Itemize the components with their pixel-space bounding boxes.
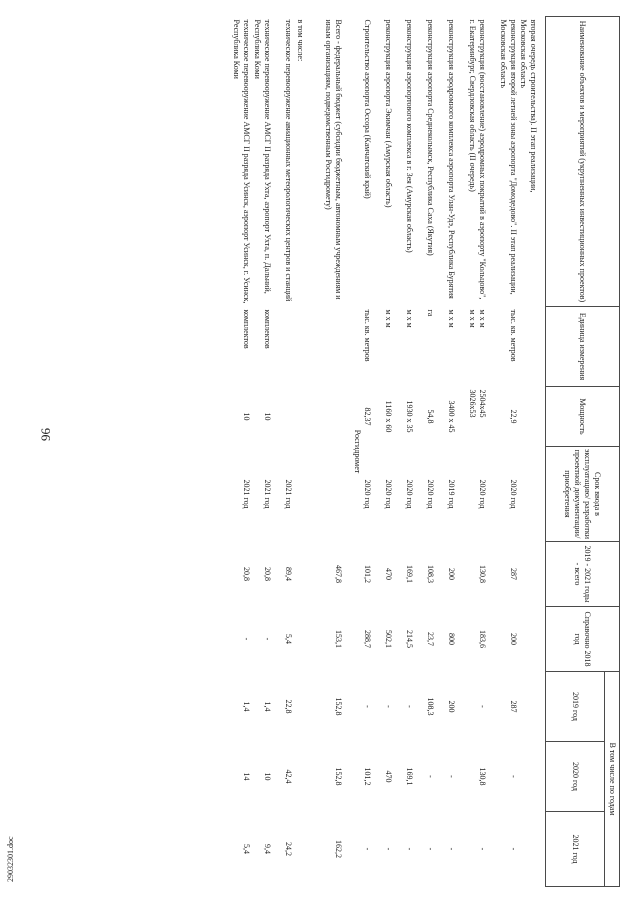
row-unit: м х м xyxy=(405,309,414,328)
row-2019: 108,3 xyxy=(426,697,435,716)
row-unit: м х м м х м xyxy=(468,309,487,328)
table-header xyxy=(546,17,620,887)
row-term: 2020 год xyxy=(509,479,518,509)
header-2020: 2020 год xyxy=(546,742,605,812)
row-2021: - xyxy=(363,847,372,851)
row-total: 130,8 xyxy=(478,565,487,583)
row-2019: 1,4 xyxy=(263,701,272,712)
row-total: 20,8 xyxy=(242,567,251,581)
table-row xyxy=(362,17,372,887)
row-unit: комплектов xyxy=(242,309,251,349)
row-term: 2020 год xyxy=(363,479,372,509)
row-2020: - xyxy=(426,775,435,778)
row-term: 2020 год xyxy=(405,479,414,509)
header-by-years: В том числе по годам xyxy=(605,672,620,887)
table-row xyxy=(372,17,393,887)
header-capacity: Мощность xyxy=(546,387,620,447)
row-ref: 183,6 xyxy=(478,630,487,648)
section-label: Росгидромет xyxy=(353,429,362,474)
row-2019: - xyxy=(363,705,372,708)
row-2020: 152,8 xyxy=(334,767,343,786)
row-unit: м х м xyxy=(447,309,456,328)
table-row xyxy=(272,17,293,887)
page-number: 96 xyxy=(38,428,53,441)
row-2020: - xyxy=(509,775,518,778)
header-2019: 2019 год xyxy=(546,672,605,742)
table-body xyxy=(220,17,546,887)
row-2019: 152,8 xyxy=(334,697,343,716)
header-total: 2019 - 2021 годы - всего xyxy=(546,542,620,607)
row-name: Московская область xyxy=(519,19,528,89)
header-2021: 2021 год xyxy=(546,812,605,887)
row-name: Строительство аэропорта Оссора (Камчатский край) xyxy=(363,19,372,199)
row-name: реконструкция аэродромного комплекса аэропорта Улан-Удэ, Республика Бурятия xyxy=(447,19,456,299)
row-capacity: 10 xyxy=(242,412,251,421)
row-total: 470 xyxy=(384,568,393,580)
row-total: 89,4 xyxy=(284,567,293,581)
row-total: 108,3 xyxy=(426,565,435,583)
row-name: реконструкция второй летней зоны аэропорта "Домодедово". II этап реализации, Московская область xyxy=(499,19,518,295)
row-2020: 101,2 xyxy=(363,767,372,786)
row-total: 101,2 xyxy=(363,565,372,583)
row-2019: 1,4 xyxy=(242,701,251,712)
row-2020: 130,8 xyxy=(478,767,487,786)
row-capacity: 10 xyxy=(263,412,272,421)
rotated-table-area xyxy=(55,16,620,886)
row-name: техническое перевооружение АМСГ II разряда Ухта, аэропорт Ухта, п. Дальний, Республика Коми xyxy=(253,19,272,294)
header-reference: Справочно 2018 год xyxy=(546,607,620,672)
row-2021: - xyxy=(509,847,518,851)
row-term: 2019 год xyxy=(447,479,456,509)
row-term: 2021 год xyxy=(242,479,251,509)
row-2021: - xyxy=(426,847,435,851)
table-row xyxy=(220,17,251,887)
row-capacity: 1930 х 35 xyxy=(405,400,414,433)
header-name: Наименование объектов и мероприятий (укрупненных инвестиционных проектов) xyxy=(546,17,620,307)
row-total: 20,8 xyxy=(263,567,272,581)
row-2021: - xyxy=(405,847,414,851)
row-name: реконструкция аэропорта Среднеколымск, Республика Саха (Якутия) xyxy=(426,19,435,256)
table-row xyxy=(487,17,518,887)
row-ref: 5,4 xyxy=(284,634,293,644)
row-2021: - xyxy=(384,847,393,851)
row-ref: 502,1 xyxy=(384,630,393,648)
row-2020: 169,1 xyxy=(405,767,414,786)
row-term: 2020 год xyxy=(384,479,393,509)
table-row xyxy=(393,17,414,887)
row-unit: комплектов xyxy=(263,309,272,349)
row-capacity: 1160 х 60 xyxy=(384,400,393,433)
row-ref: 214,5 xyxy=(405,630,414,648)
row-term: 2021 год xyxy=(263,479,272,509)
row-ref: 200 xyxy=(509,633,518,645)
table-row xyxy=(251,17,272,887)
row-name: Всего - федеральный бюджет (субсидии бюджетным, автономным учреждениям и иным организациям, подведомственным Росгидромету) xyxy=(324,19,343,300)
table-row xyxy=(414,17,435,887)
row-capacity: 54,8 xyxy=(426,409,435,424)
row-term: 2020 год xyxy=(426,479,435,509)
row-capacity: 22,9 xyxy=(509,409,518,424)
row-capacity: 82,37 xyxy=(363,407,372,426)
row-ref: 153,1 xyxy=(334,630,343,648)
row-2019: 22,8 xyxy=(284,699,293,714)
table-row xyxy=(456,17,487,887)
row-unit: тыс. кв. метров xyxy=(363,309,372,362)
row-name: вторая очередь строительства). II этап реализации, xyxy=(529,19,538,193)
row-ref: 288,7 xyxy=(363,630,372,648)
row-name: реконструкция (восстановление) аэродромных покрытий в аэропорту "Кольцово", г. Екатеринбург, Свердловская область (II очередь) xyxy=(468,19,487,300)
row-unit: м х м xyxy=(384,309,393,328)
row-name: реконструкция аэропорта Экимчан (Амурская область) xyxy=(384,19,393,208)
row-unit xyxy=(272,307,293,387)
row-unit: тыс. кв. метров xyxy=(509,309,518,362)
row-total: 467,8 xyxy=(334,565,343,583)
row-name: в том числе: xyxy=(296,19,305,62)
row-2020: 14 xyxy=(242,772,251,781)
row-term: 2020 год xyxy=(478,479,487,509)
row-2019: - xyxy=(478,705,487,708)
row-2020: 470 xyxy=(384,770,393,783)
row-total: 287 xyxy=(509,568,518,580)
row-ref: 23,7 xyxy=(426,632,435,646)
row-ref: - xyxy=(242,637,251,641)
row-2019: 287 xyxy=(509,700,518,713)
row-name: реконструкция аэропортового комплекса в г. Зея (Амурская область) xyxy=(405,19,414,253)
table-row xyxy=(293,17,305,887)
row-2020: 42,4 xyxy=(284,769,293,784)
row-2021: - xyxy=(478,847,487,851)
row-ref: 800 xyxy=(447,633,456,645)
table-row xyxy=(435,17,456,887)
row-2021: 9,4 xyxy=(263,844,272,854)
row-total: 200 xyxy=(447,568,456,580)
row-2021: - xyxy=(447,847,456,851)
table-row xyxy=(351,17,362,887)
table-row xyxy=(528,17,538,887)
row-2019: - xyxy=(384,705,393,708)
row-term: 2021 год xyxy=(284,479,293,509)
row-name: техническое перевооружение авиационных метеорологических центров и станций xyxy=(284,19,293,302)
header-unit: Единица измерения xyxy=(546,307,620,387)
row-2020: 10 xyxy=(263,772,272,781)
row-capacity: 2504х45 3026х53 xyxy=(468,389,487,418)
row-2021: 24,2 xyxy=(284,842,293,856)
row-total: 169,1 xyxy=(405,565,414,583)
row-capacity xyxy=(272,387,293,447)
row-capacity: 3400 х 45 xyxy=(447,400,456,433)
row-2019: 200 xyxy=(447,700,456,713)
row-2019: - xyxy=(405,705,414,708)
row-ref: - xyxy=(263,637,272,641)
header-term: Срок ввода в эксплуатацию/ разработки проектной документации/ приобретения xyxy=(546,447,620,542)
row-name: техническое перевооружение АМСГ II разряда Усинск, аэропорт Усинск, г. Усинск, Республика Коми xyxy=(232,19,251,304)
row-2021: 162,2 xyxy=(334,840,343,858)
total-row xyxy=(305,17,343,887)
table-row xyxy=(518,17,528,887)
row-2020: - xyxy=(447,775,456,778)
footer-filename: 29032301.doc xyxy=(6,836,15,882)
row-unit: га xyxy=(426,309,435,317)
row-2021: 5,4 xyxy=(242,844,251,854)
investment-table xyxy=(220,16,620,887)
